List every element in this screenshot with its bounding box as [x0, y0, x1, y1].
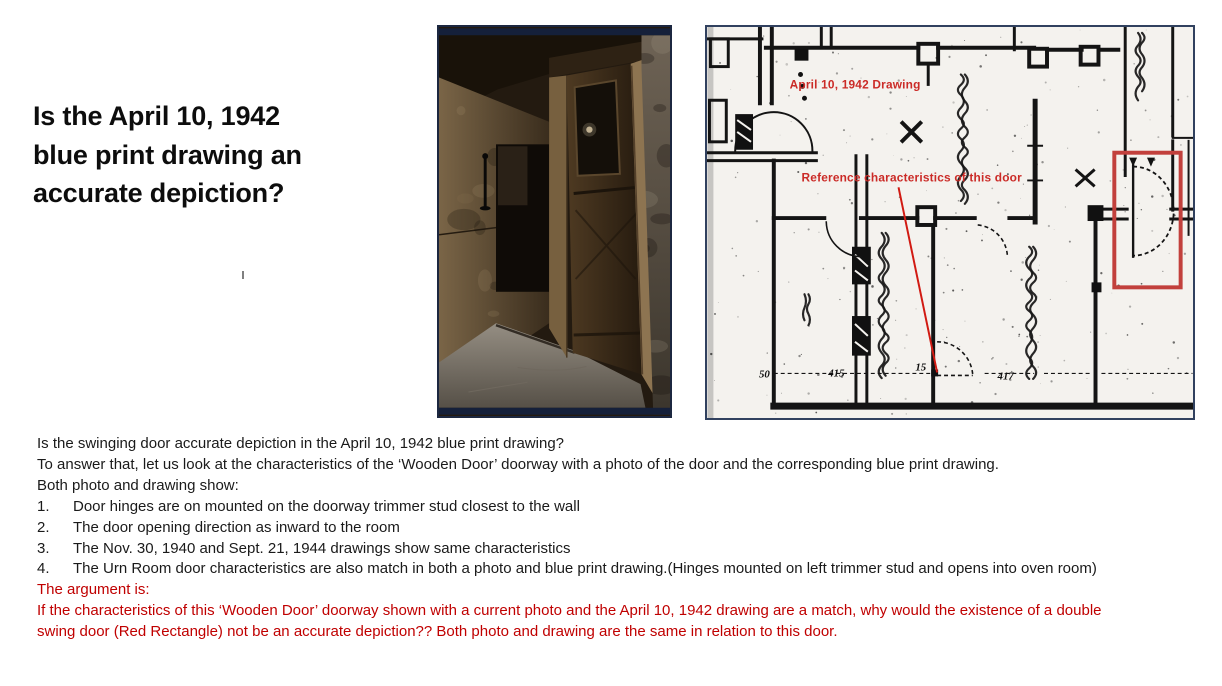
blueprint-paper: [707, 27, 1192, 418]
intro-line-2: To answer that, let us look at the characteristics of the ‘Wooden Door’ doorway with a photo of the door and the corresponding blue print drawing.: [37, 455, 999, 473]
list-item-1: [37, 497, 1102, 518]
dimension-417: 417: [997, 370, 1014, 383]
body-text-block: [37, 434, 1102, 643]
dimension-415: 415: [828, 367, 845, 380]
blueprint-annotation-reference: Reference characteristics of this door: [801, 170, 1022, 185]
argument-line-2: swing door (Red Rectangle) not be an accurate depiction?? Both photo and drawing are the same in relation to this door.: [37, 623, 838, 641]
blueprint-figure: [705, 25, 1195, 420]
door-bottom-rail: [574, 333, 641, 335]
list-number: 4.: [37, 560, 50, 578]
list-item-text: Door hinges are on mounted on the doorway trimmer stud closest to the wall: [73, 497, 580, 515]
argument-line-1: If the characteristics of this ‘Wooden Door’ doorway shown with a current photo and the April 10, 1942 drawing are a match, why would the existence of a double: [37, 602, 1102, 620]
intro-line-3: Both photo and drawing show:: [37, 476, 239, 494]
title-line-2: blue print drawing an: [33, 139, 302, 170]
door-window: [575, 80, 620, 175]
corridor-door-photo: [437, 25, 672, 418]
list-number: 1.: [37, 497, 50, 515]
far-wall-glow: [498, 146, 527, 205]
list-item-text: The door opening direction as inward to the room: [73, 518, 400, 536]
list-number: 3.: [37, 539, 50, 557]
window-reflection: [586, 126, 592, 132]
argument-label: The argument is:: [37, 581, 150, 599]
stanchion-knob: [482, 153, 488, 159]
dimension-15: 15: [915, 361, 927, 374]
corridor-photo-art: [439, 27, 670, 416]
blueprint-art: [707, 27, 1193, 418]
list-item-3: [37, 539, 1102, 560]
scan-edge: [707, 27, 713, 418]
letterbox-top: [439, 28, 670, 35]
list-item-2: [37, 518, 1102, 539]
hinge-trimmer-stud: [549, 76, 567, 358]
list-item-text: The Nov. 30, 1940 and Sept. 21, 1944 drawings show same characteristics: [73, 539, 571, 557]
title-line-1: Is the April 10, 1942: [33, 101, 280, 131]
intro-line-1: Is the swinging door accurate depiction in the April 10, 1942 blue print drawing?: [37, 435, 564, 452]
slide-title: [33, 97, 302, 213]
stanchion-base: [480, 206, 491, 210]
list-item-text: The Urn Room door characteristics are also match in both a photo and blue print drawing.(Hinges mounted on left trimmer stud and opens into oven room): [73, 560, 1097, 578]
list-number: 2.: [37, 518, 50, 536]
dimension-50: 50: [758, 368, 770, 381]
cursor-artifact: [242, 271, 244, 279]
letterbox-bottom: [439, 408, 670, 415]
title-line-3: accurate depiction?: [33, 178, 285, 208]
list-item-4: [37, 559, 1102, 580]
blueprint-annotation-title: April 10, 1942 Drawing: [789, 77, 921, 92]
